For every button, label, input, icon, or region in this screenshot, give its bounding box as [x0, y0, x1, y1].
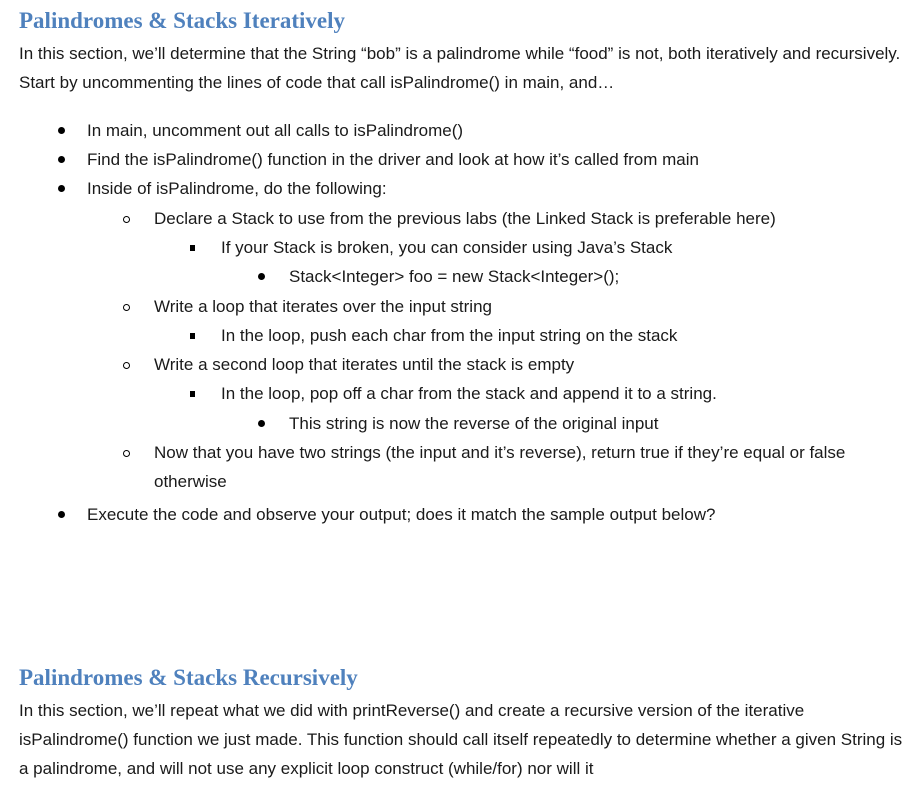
list-item: Stack<Integer> foo = new Stack<Integer>();	[289, 262, 619, 291]
list-item: Find the isPalindrome() function in the driver and look at how it’s called from main	[87, 145, 699, 174]
section-heading-iterative: Palindromes & Stacks Iteratively	[19, 8, 346, 33]
bullet-circle-icon	[123, 450, 130, 457]
list-item: Execute the code and observe your output; does it match the sample output below?	[87, 500, 715, 529]
bullet-square-icon	[190, 245, 195, 251]
list-item: Write a loop that iterates over the input string	[154, 292, 492, 321]
bullet-disc-icon	[58, 511, 65, 518]
intro-paragraph-iterative: In this section, we’ll determine that the String “bob” is a palindrome while “food” is not, both iteratively and recursively. Start by uncommenting the lines of code that call isPalindrome() in main, and…	[19, 44, 901, 92]
list-item: In the loop, pop off a char from the stack and append it to a string.	[221, 379, 717, 408]
bullet-disc-icon	[58, 156, 65, 163]
bullet-circle-icon	[123, 216, 130, 223]
list-item: In the loop, push each char from the input string on the stack	[221, 321, 677, 350]
bullet-disc-icon	[258, 273, 265, 280]
list-item: This string is now the reverse of the original input	[289, 409, 658, 438]
bullet-square-icon	[190, 333, 195, 339]
list-item: If your Stack is broken, you can consider using Java’s Stack	[221, 233, 672, 262]
bullet-disc-icon	[58, 127, 65, 134]
list-item: Now that you have two strings (the input and it’s reverse), return true if they’re equal or false otherwise	[154, 438, 909, 496]
section-heading-recursive: Palindromes & Stacks Recursively	[19, 665, 358, 690]
bullet-disc-icon	[58, 185, 65, 192]
intro-paragraph-recursive: In this section, we’ll repeat what we did with printReverse() and create a recursive version of the iterative isPalindrome() function we just made. This function should call itself repeatedly to determine whether a given String is a palindrome, and will not use any explicit loop construct (while/for) nor will it	[19, 701, 903, 778]
bullet-circle-icon	[123, 304, 130, 311]
bullet-circle-icon	[123, 362, 130, 369]
list-item: Inside of isPalindrome, do the following:	[87, 174, 387, 203]
list-item: Declare a Stack to use from the previous labs (the Linked Stack is preferable here)	[154, 204, 776, 233]
list-item: In main, uncomment out all calls to isPalindrome()	[87, 116, 463, 145]
bullet-disc-icon	[258, 420, 265, 427]
list-item: Write a second loop that iterates until the stack is empty	[154, 350, 574, 379]
bullet-square-icon	[190, 391, 195, 397]
